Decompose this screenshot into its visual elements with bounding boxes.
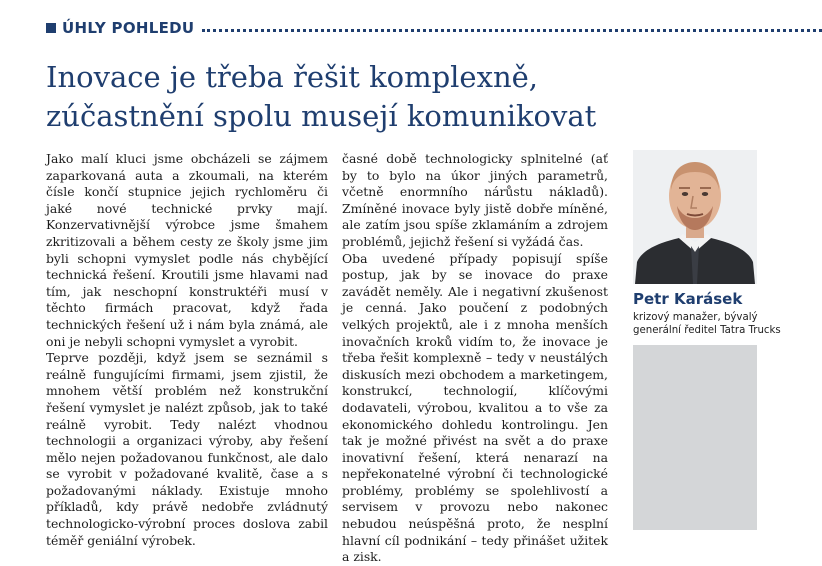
section-rubric [46,18,822,38]
author-photo [633,150,757,284]
headline-line-1: Inovace je třeba řešit komplexně, [46,60,539,94]
rubric-dotted-rule [202,29,822,32]
sidebar-grey-panel [633,345,757,530]
rubric-square-icon [46,23,56,33]
headline-line-2: zúčastnění spolu musejí komunikovat [46,99,597,133]
author-name: Petr Karásek [633,290,743,308]
column2-paragraph-1: časné době technologicky splnitelné (ať by to bylo na úkor jiných parametrů, včetně enormního nárůstu nákladů). Zmíněné inovace byly jistě dobře míněné, ale zatím jsou spíše zklamáním a zdrojem problémů, jejichž řešení si vyžádá čas. [342,151,608,249]
column2-paragraph-2: Oba uvedené případy popisují spíše postup, jak by se inovace do praxe zavádět neměly. Ale i negativní zkušenost je cenná. Jako poučení z podobných velkých projektů, ale i z mnoha menších inovačních kroků vidím to, že inovace je třeba řešit komplexně – tedy v neustálých diskusích mezi obchodem a marketingem, konstrukcí, technologií, klíčovými dodavateli, výrobou, kvalitou a to vše za ekonomického dohledu kontrolingu. Jen tak je možné přivést na svět a do praxe inovativní řešení, která nenarazí na nepřekonatelné výrobní či technologické problémy, problémy se spolehlivostí a servisem v provozu nebo nakonec nebudou neúspěšná proto, že nesplní hlavní cíl podnikání – tedy přinášet užitek a zisk. [342,250,608,565]
article-column-1 [46,151,328,549]
article-headline [46,58,606,136]
author-portrait-icon [633,150,757,284]
column1-paragraph-1: Jako malí kluci jsme obcházeli se zájmem zaparkovaná auta a zkoumali, na kterém čísle končí stupnice jejich rychloměru či jaké nové technické prvky mají. Konzervativnější výrobce jsme šmahem zkritizovali a během cesty ze školy jsme jim byli schopni vymyslet podle nás chybějící technická řešení. Kroutili jsme hlavami nad tím, jak neschopní konstruktéři musí v těchto firmách pracovat, když řada technických řešení už i nám byla známá, ale oni je nebyli schopni vymyslet a vyrobit. [46,151,328,349]
rubric-label: ÚHLY POHLEDU [62,19,195,37]
author-role: krizový manažer, bývalý generální ředitel Tatra Trucks [633,312,781,336]
article-column-2 [342,151,608,566]
column1-paragraph-2: Teprve později, když jsem se seznámil s reálně fungujícími firmami, jsem zjistil, že mnohem větší problém než konstrukční řešení vymyslet je nalézt způsob, jak to také reálně vyrobit. Tedy nalézt vhodnou technologii a organizaci výroby, aby řešení mělo nejen požadovanou funkčnost, ale dalo se vyrobit v požadované kvalitě, čase a s požadovanými náklady. Existuje mnoho příkladů, kdy právě nedobře zvládnutý technologicko-výrobní proces doslova zabil téměř geniální výrobek. [46,350,328,548]
